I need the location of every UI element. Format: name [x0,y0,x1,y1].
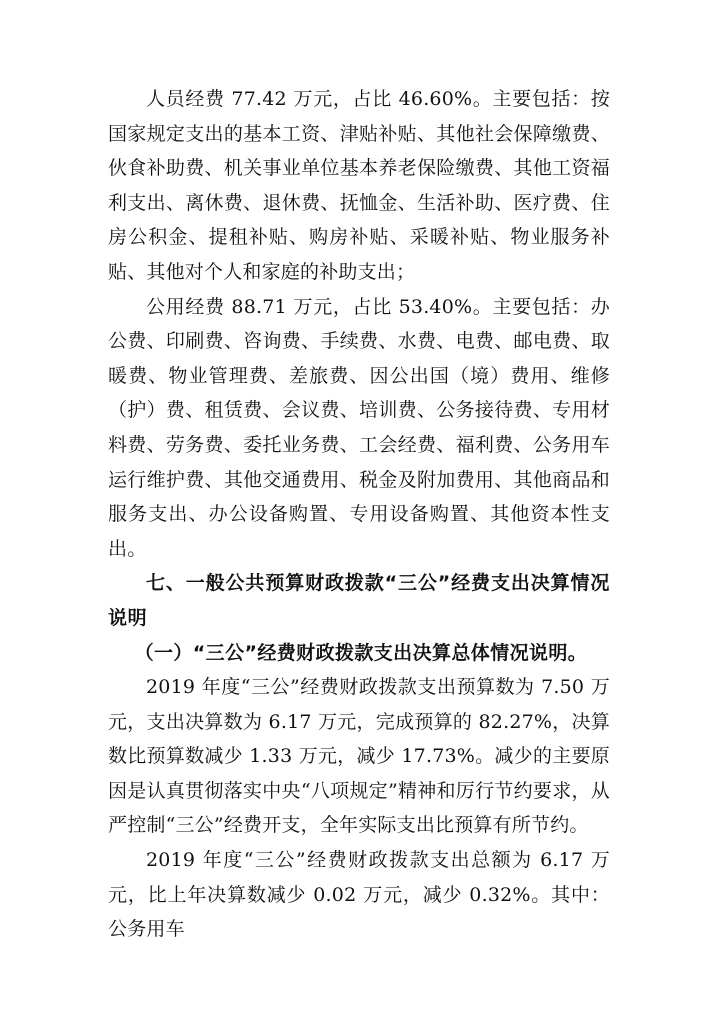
paragraph-public-expenses: 公用经费 88.71 万元，占比 53.40%。主要包括：办公费、印刷费、咨询费、手续费、水费、电费、邮电费、取暖费、物业管理费、差旅费、因公出国（境）费用、维修（护）费、租赁费、会议费、培训费、公务接待费、专用材料费、劳务费、委托业务费、工会经费、福利费、公务用车运行维护费、其他交通费用、税金及附加费用、其他商品和服务支出、办公设备购置、专用设备购置、其他资本性支出。 [108,295,610,560]
subsection-heading-overall: （一）“三公”经费财政拨款支出决算总体情况说明。 [134,641,588,664]
paragraph-budget-execution: 2019 年度“三公”经费财政拨款支出预算数为 7.50 万元，支出决算数为 6.17 万元，完成预算的 82.27%，决算数比预算数减少 1.33 万元，减少 17.73%。减少的主要原因是认真贯彻落实中央“八项规定”精神和厉行节约要求，从严控制“三公”经费开支，全年实际支出比预算有所节约。 [108,676,610,837]
section-heading-three-public: 七、一般公共预算财政拨款“三公”经费支出决算情况说明 [108,572,610,629]
paragraph-total-expenditure: 2019 年度“三公”经费财政拨款支出总额为 6.17 万元，比上年决算数减少 0.02 万元，减少 0.32%。其中：公务用车 [108,849,610,941]
paragraph-personnel-expenses: 人员经费 77.42 万元，占比 46.60%。主要包括：按国家规定支出的基本工资、津贴补贴、其他社会保障缴费、伙食补助费、机关事业单位基本养老保险缴费、其他工资福利支出、离休费、退休费、抚恤金、生活补助、医疗费、住房公积金、提租补贴、购房补贴、采暖补贴、物业服务补贴、其他对个人和家庭的补助支出； [108,88,610,283]
document-body [108,82,610,947]
